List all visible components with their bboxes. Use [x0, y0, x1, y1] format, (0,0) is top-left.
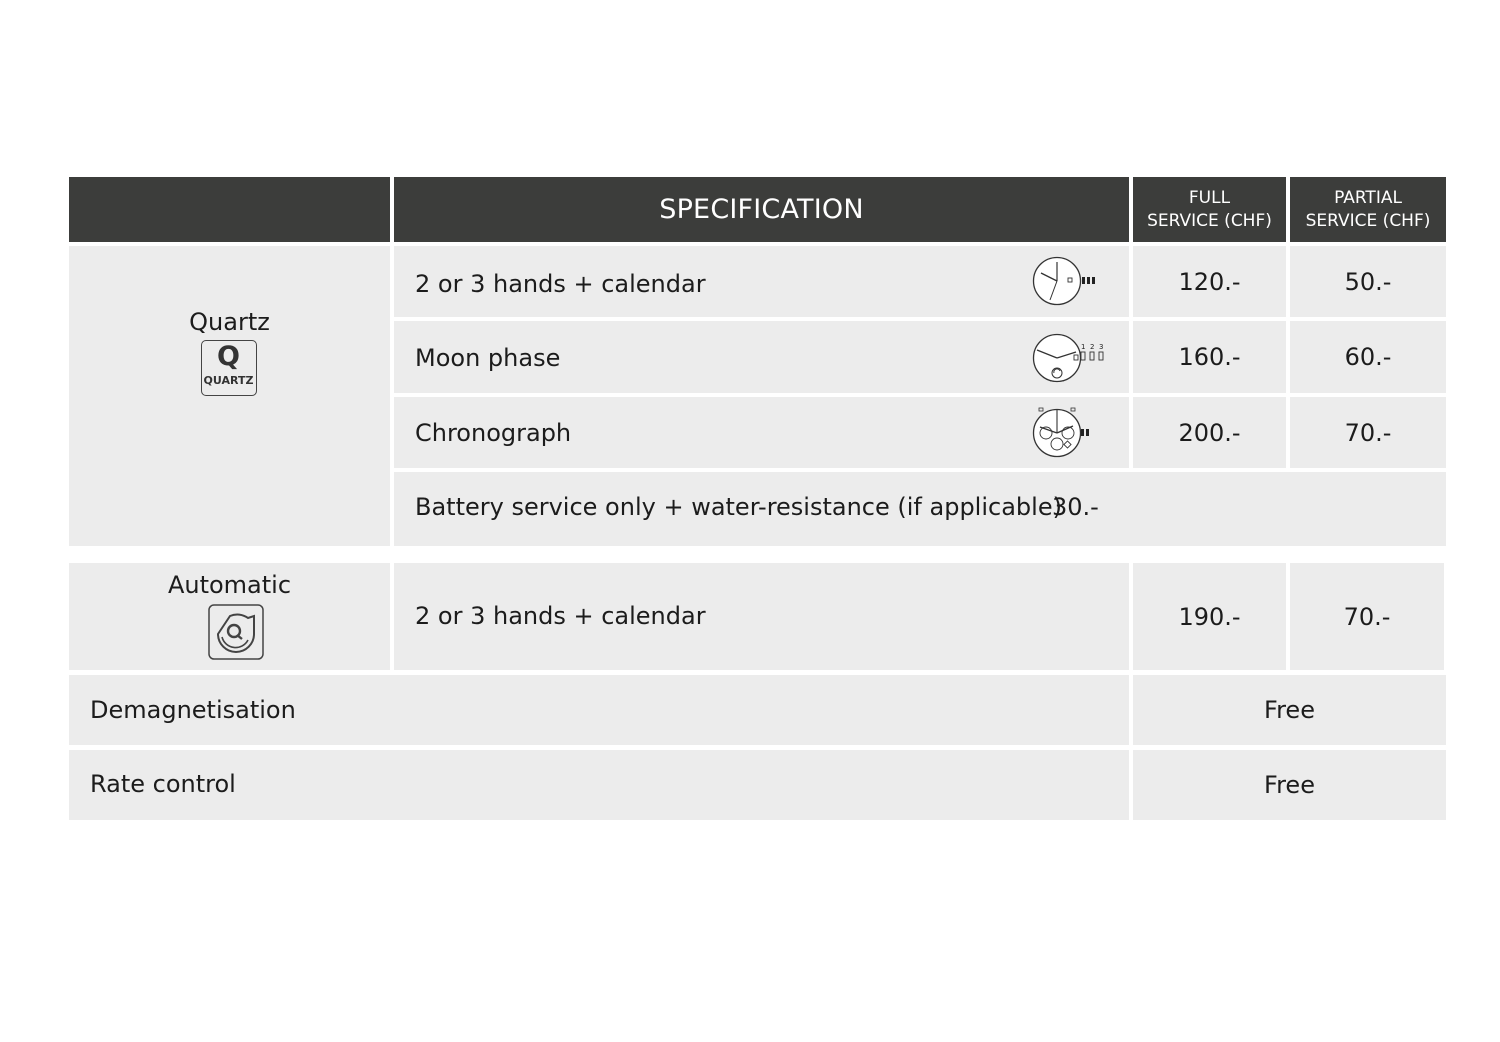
- quartz-row-1-spec: [394, 246, 1129, 317]
- rate-control-label-cell: [69, 750, 1129, 820]
- automatic-label: Automatic: [167, 571, 292, 599]
- spec-text: Moon phase: [415, 344, 561, 372]
- spec-text: 2 or 3 hands + calendar: [415, 602, 706, 630]
- partial-service-price: 70.-: [1344, 418, 1392, 447]
- partial-service-price: 50.-: [1344, 267, 1392, 296]
- quartz-row-3-partial: [1290, 397, 1446, 468]
- full-service-price: 120.-: [1178, 267, 1241, 296]
- specification-heading: SPECIFICATION: [659, 194, 864, 225]
- battery-service-text: Battery service only + water-resistance (if applicable): [415, 493, 1062, 521]
- spec-text: 2 or 3 hands + calendar: [415, 270, 706, 298]
- demagnetisation-label-cell: [69, 675, 1129, 745]
- partial-service-price: 70.-: [1343, 602, 1391, 631]
- rate-control-price: Free: [1264, 771, 1315, 799]
- battery-service-row: [394, 472, 1446, 546]
- automatic-rotor-icon: [208, 604, 264, 660]
- automatic-category-cell: [69, 563, 390, 670]
- demagnetisation-price-cell: [1133, 675, 1446, 745]
- full-service-heading-line2: SERVICE (CHF): [1147, 210, 1272, 231]
- demagnetisation-price: Free: [1264, 696, 1315, 724]
- quartz-row-2-spec: [394, 321, 1129, 393]
- header-specification: [394, 177, 1129, 242]
- header-partial-service: [1290, 177, 1446, 242]
- chronograph-watch-icon: [1031, 407, 1095, 459]
- svg-text:3: 3: [1099, 343, 1104, 351]
- moon-phase-watch-icon: [1031, 333, 1105, 385]
- quartz-row-1-full: [1133, 246, 1286, 317]
- full-service-price: 190.-: [1178, 602, 1241, 631]
- quartz-row-2-partial: [1290, 321, 1446, 393]
- quartz-badge-icon: [201, 340, 257, 396]
- quartz-badge-text: QUARTZ: [203, 374, 254, 387]
- automatic-row-full: [1133, 563, 1286, 670]
- svg-text:1: 1: [1081, 343, 1086, 351]
- quartz-row-1-partial: [1290, 246, 1446, 317]
- spec-text: Chronograph: [415, 419, 572, 447]
- demagnetisation-label: Demagnetisation: [90, 696, 296, 724]
- quartz-category-cell: [69, 246, 390, 546]
- partial-service-heading-line1: PARTIAL: [1334, 187, 1402, 208]
- rate-control-label: Rate control: [90, 770, 236, 798]
- full-service-price: 200.-: [1178, 418, 1241, 447]
- quartz-row-2-full: [1133, 321, 1286, 393]
- automatic-row-spec: [394, 563, 1129, 670]
- quartz-label: Quartz: [189, 308, 270, 336]
- svg-text:2: 2: [1090, 343, 1095, 351]
- battery-service-price: 30.-: [1052, 493, 1099, 521]
- full-service-heading-line1: FULL: [1188, 187, 1231, 208]
- quartz-row-3-spec: [394, 397, 1129, 468]
- header-empty-cell: [69, 177, 390, 242]
- full-service-price: 160.-: [1178, 343, 1241, 371]
- quartz-badge-letter: Q: [217, 341, 240, 372]
- rate-control-price-cell: [1133, 750, 1446, 820]
- partial-service-heading-line2: SERVICE (CHF): [1305, 210, 1431, 231]
- partial-service-price: 60.-: [1344, 343, 1392, 371]
- three-hands-calendar-watch-icon: [1031, 256, 1103, 308]
- header-full-service: [1133, 177, 1286, 242]
- quartz-row-3-full: [1133, 397, 1286, 468]
- automatic-row-partial: [1290, 563, 1444, 670]
